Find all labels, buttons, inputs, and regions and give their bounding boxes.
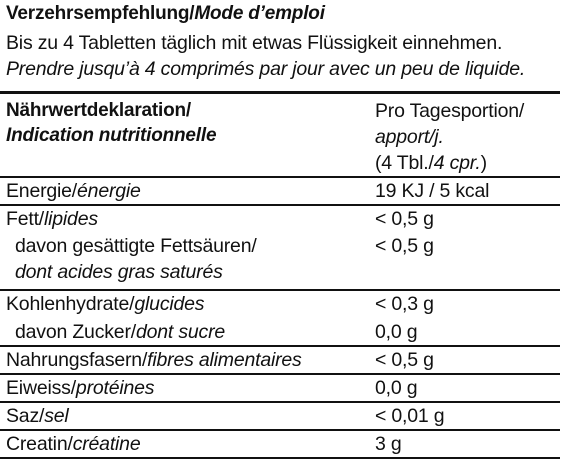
table-header-col2-line2: apport/j. <box>375 126 444 148</box>
nutrient-value: < 0,01 g <box>375 405 445 427</box>
table-row <box>6 405 69 427</box>
nutrient-value: 0,0 g <box>375 321 418 343</box>
table-top-rule <box>0 91 560 94</box>
table-row <box>6 349 302 371</box>
nutrient-value: < 0,5 g <box>375 208 434 230</box>
table-row <box>6 208 98 230</box>
table-header-col2-line3 <box>375 152 487 174</box>
nutrient-fr: lipides <box>44 208 98 230</box>
table-row <box>6 377 154 399</box>
nutrient-value: 3 g <box>375 433 402 455</box>
nutrient-de: davon Zucker/ <box>15 321 136 343</box>
table-row-sub-fr: dont acides gras saturés <box>15 261 223 283</box>
nutrient-fr: protéines <box>75 377 155 399</box>
nutrient-value: 19 KJ / 5 kcal <box>375 180 490 202</box>
directions-text-de: Bis zu 4 Tabletten täglich mit etwas Flüssigkeit einnehmen. <box>6 32 503 54</box>
nutrient-de: Kohlenhydrate/ <box>6 293 135 315</box>
directions-heading-de: Verzehrsempfehlung/ <box>6 3 195 24</box>
nutrient-de: Energie/ <box>6 180 78 202</box>
nutrient-de: Fett/ <box>6 208 45 230</box>
nutrient-fr: créatine <box>72 433 141 455</box>
table-row <box>15 321 225 343</box>
row-divider <box>0 176 560 178</box>
nutrient-fr: sel <box>44 405 69 427</box>
directions-heading <box>6 3 325 25</box>
directions-text-fr: Prendre jusqu’à 4 comprimés par jour avec un peu de liquide. <box>6 58 526 80</box>
nutrient-de: Nahrungsfasern/ <box>6 349 148 371</box>
table-row <box>6 293 204 315</box>
row-divider <box>0 204 560 206</box>
table-header-col1-de: Nährwertdeklaration/ <box>6 100 191 121</box>
header-portion-open: (4 Tbl./ <box>375 152 434 174</box>
row-divider <box>0 373 560 375</box>
directions-heading-fr: Mode d’emploi <box>194 3 325 24</box>
table-row-sub-de: davon gesättigte Fettsäuren/ <box>15 235 257 257</box>
table-header-col1-fr: Indication nutritionnelle <box>6 125 217 146</box>
nutrient-value: 0,0 g <box>375 377 418 399</box>
table-row <box>6 433 140 455</box>
row-divider <box>0 429 560 431</box>
row-divider <box>0 401 560 403</box>
nutrient-de: Creatin/ <box>6 433 73 455</box>
nutrient-fr: glucides <box>134 293 205 315</box>
row-divider <box>0 289 560 291</box>
nutrient-value: < 0,3 g <box>375 293 434 315</box>
nutrient-fr: dont sucre <box>135 321 226 343</box>
nutrient-fr: fibres alimentaires <box>147 349 302 371</box>
header-portion-close: ) <box>480 152 487 174</box>
nutrient-value: < 0,5 g <box>375 235 434 257</box>
header-portion-fr: 4 cpr. <box>433 152 481 174</box>
nutrient-fr: énergie <box>77 180 141 202</box>
table-header-col2-line1: Pro Tagesportion/ <box>375 100 525 122</box>
table-row <box>6 180 141 202</box>
nutrient-value: < 0,5 g <box>375 349 434 371</box>
nutrient-de: Eiweiss/ <box>6 377 76 399</box>
nutrient-de: Saz/ <box>6 405 45 427</box>
row-divider <box>0 457 560 459</box>
row-divider <box>0 345 560 347</box>
